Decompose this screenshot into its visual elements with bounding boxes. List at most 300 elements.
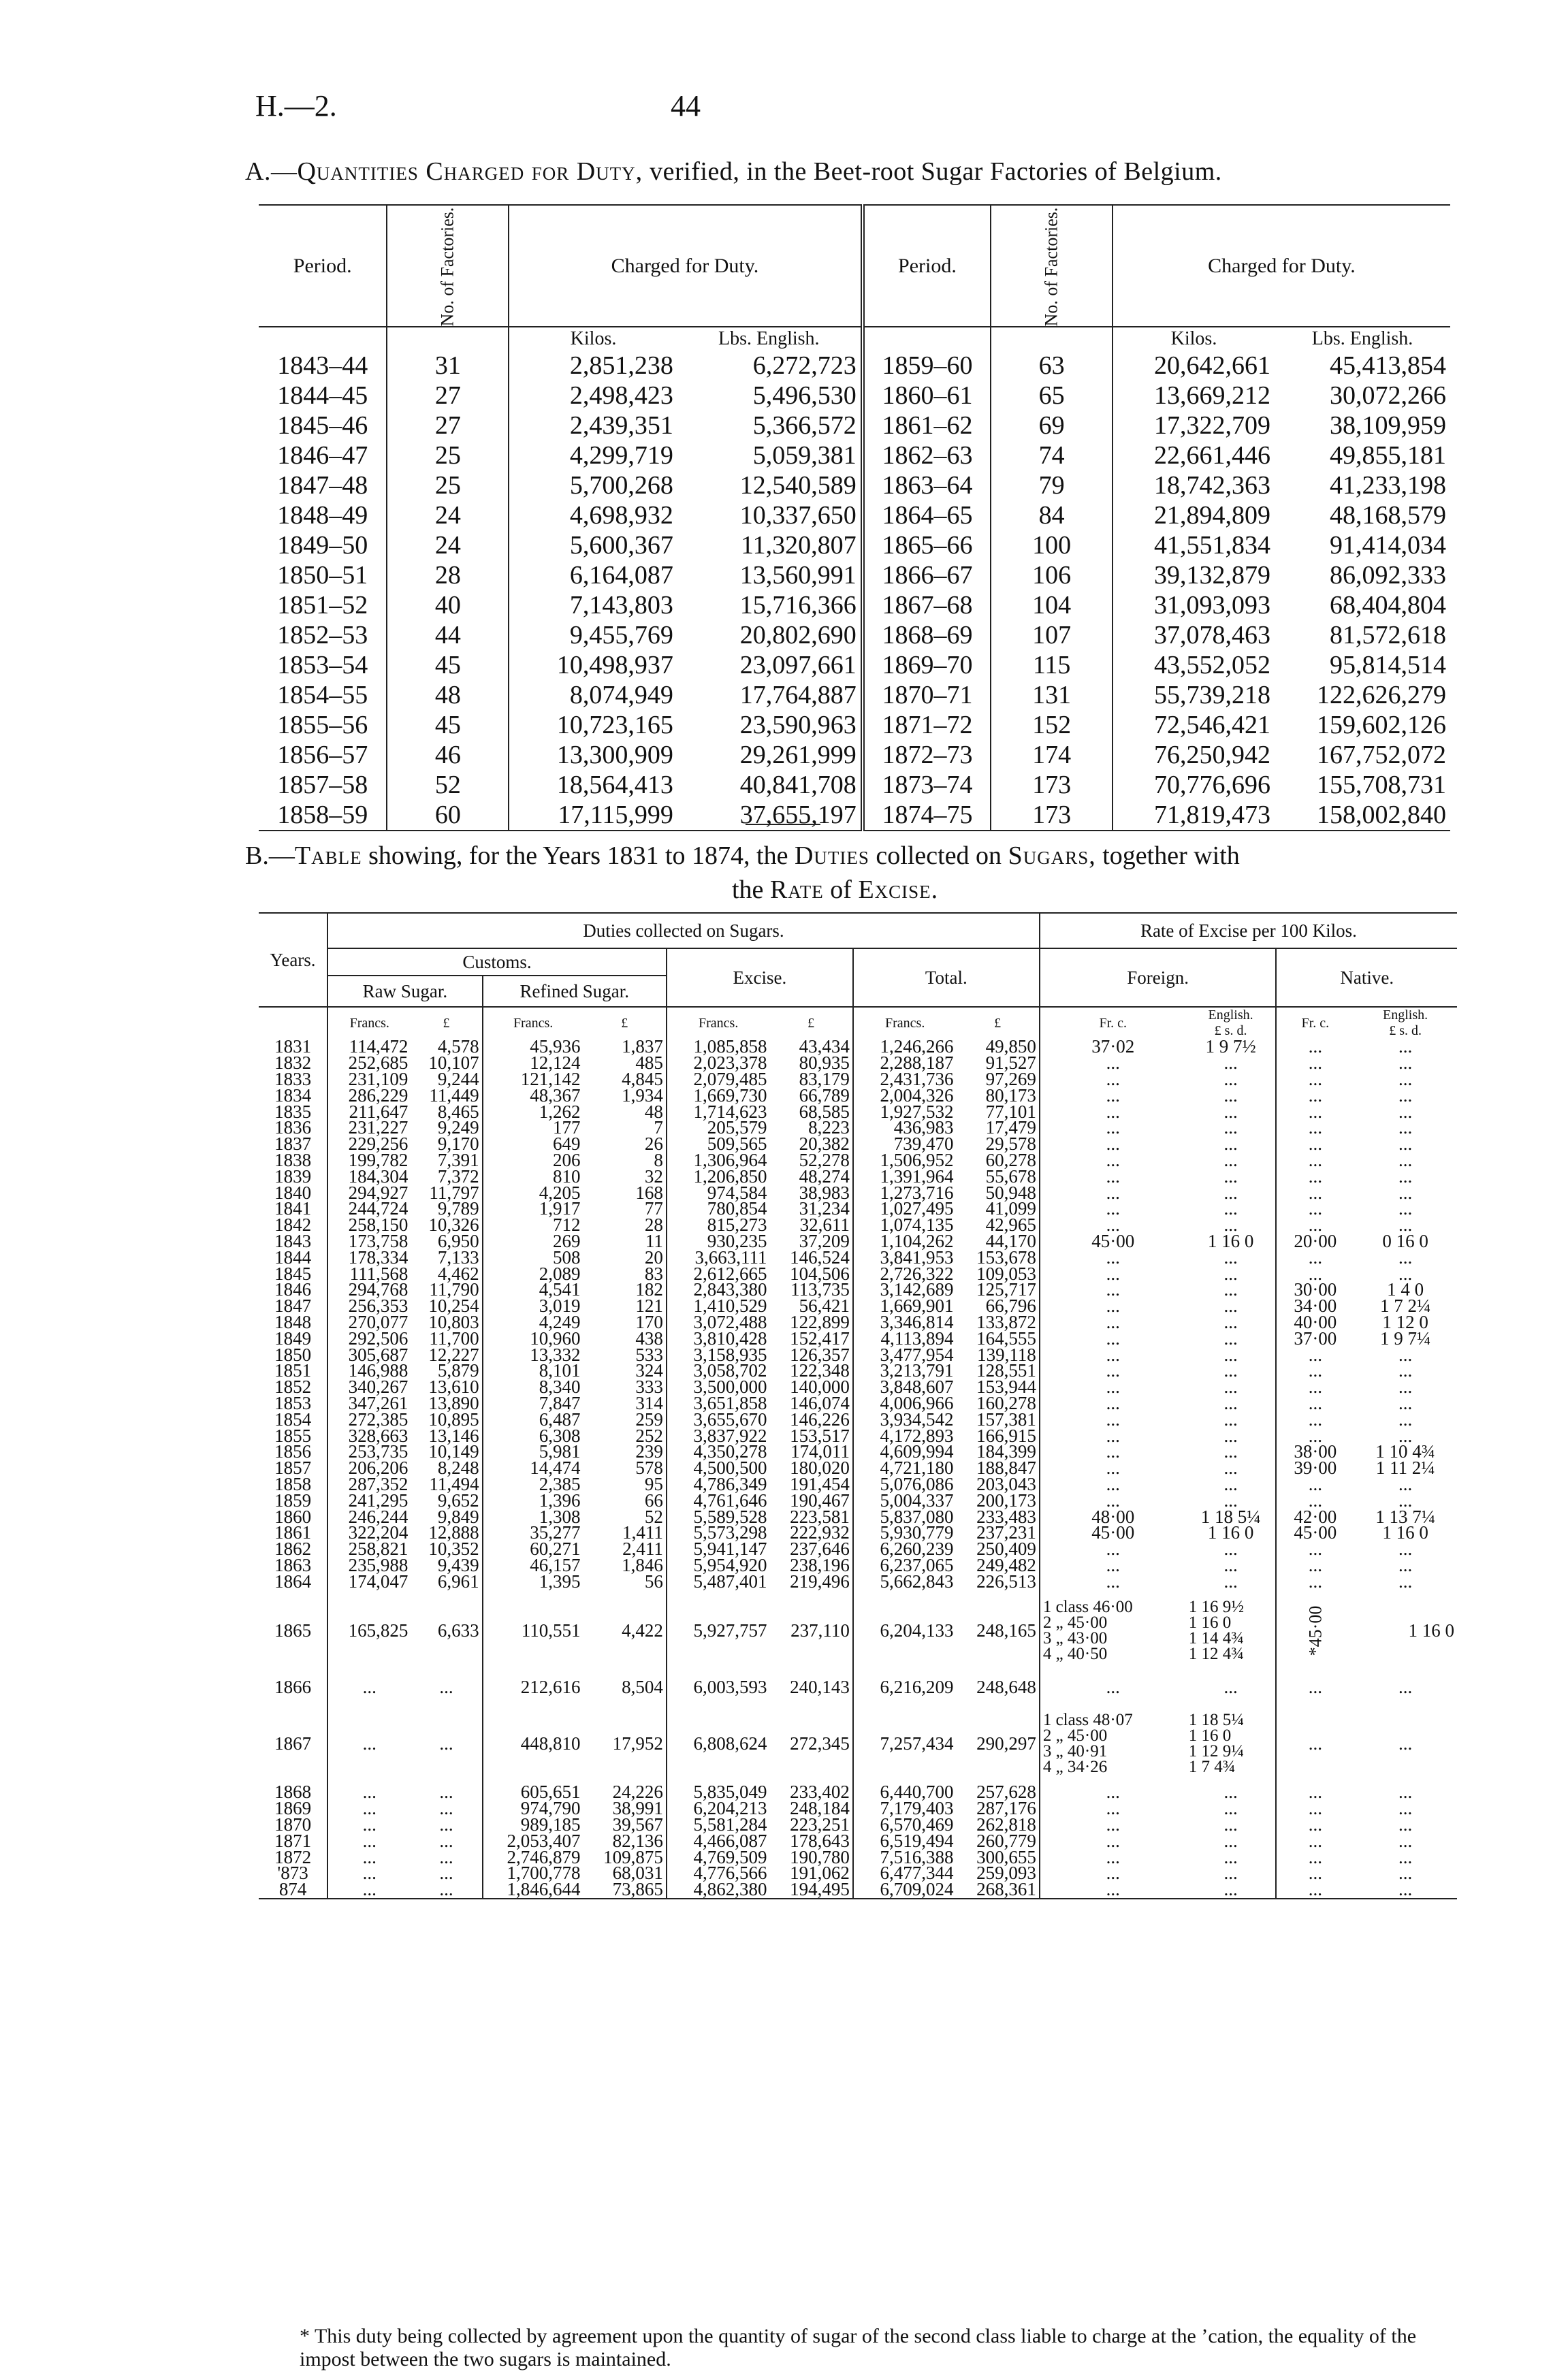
cell-foreign-english: ... bbox=[1223, 1846, 1238, 1867]
cell-factories: 40 bbox=[387, 590, 509, 620]
cell-total-francs: 1,027,495 bbox=[853, 1201, 957, 1217]
cell-native-english: ... bbox=[1398, 1036, 1413, 1057]
cell-refined-pounds: 2,411 bbox=[622, 1539, 663, 1560]
cell-year: 1857 bbox=[274, 1458, 312, 1479]
col-total: Total. bbox=[853, 948, 1040, 1007]
cell-excise-pounds: 223,251 bbox=[790, 1814, 850, 1835]
cell-native-frc: ... bbox=[1276, 1784, 1354, 1801]
cell-native-frc: ... bbox=[1276, 1185, 1354, 1201]
cell-refined-pounds: 259 bbox=[635, 1409, 663, 1430]
cell-excise-pounds: 122,348 bbox=[790, 1360, 850, 1381]
cell-refined-pounds: 83 bbox=[644, 1263, 663, 1284]
cell-kilos: 5,700,268 bbox=[509, 470, 677, 500]
cell-excise-pounds: 146,226 bbox=[790, 1409, 850, 1430]
cell-refined-pounds: 7 bbox=[654, 1117, 663, 1138]
cell-foreign-english: ... bbox=[1223, 1830, 1238, 1851]
cell-raw-pounds: 10,326 bbox=[428, 1215, 479, 1236]
cell-excise-francs: 3,651,858 bbox=[667, 1396, 770, 1412]
cell-refined-pounds: 73,865 bbox=[583, 1882, 667, 1899]
cell-native-english: ... bbox=[1398, 1782, 1413, 1803]
cell-raw-francs: 246,244 bbox=[327, 1509, 411, 1525]
cell-foreign-english: ... bbox=[1223, 1490, 1238, 1511]
cell-year: 1859 bbox=[274, 1490, 312, 1511]
cell-excise-pounds: 180,020 bbox=[790, 1458, 850, 1479]
cell-lbs: 40,841,708 bbox=[739, 771, 857, 799]
cell-native-frc: ... bbox=[1276, 1541, 1354, 1558]
cell-raw-pounds: 9,849 bbox=[437, 1506, 479, 1527]
cell-native-english: ... bbox=[1398, 1133, 1413, 1155]
cell-refined-pounds: 1,846 bbox=[622, 1554, 663, 1575]
cell-excise-pounds: 126,357 bbox=[790, 1344, 850, 1365]
cell-refined-pounds: 182 bbox=[635, 1279, 663, 1300]
cell-lbs: 95,814,514 bbox=[1330, 651, 1446, 679]
cell-kilos: 72,546,421 bbox=[1113, 710, 1275, 740]
cell-foreign-english: ... bbox=[1223, 1068, 1238, 1089]
cell-raw-pounds: 11,449 bbox=[429, 1084, 479, 1106]
cell-excise-francs: 5,589,528 bbox=[667, 1509, 770, 1525]
cell-total-francs: 4,172,893 bbox=[853, 1428, 957, 1444]
cell-lbs: 30,072,266 bbox=[1330, 381, 1446, 410]
cell-total-francs: 4,113,894 bbox=[853, 1330, 957, 1347]
cell-excise-pounds: 233,402 bbox=[790, 1782, 850, 1803]
cell-refined-francs: 1,917 bbox=[483, 1201, 583, 1217]
cell-period: 1870–71 bbox=[863, 680, 991, 710]
cell-period: 1846–47 bbox=[277, 441, 368, 470]
cell-factories: 60 bbox=[387, 800, 509, 831]
cell-kilos: 76,250,942 bbox=[1113, 740, 1275, 770]
cell-year: 1843 bbox=[274, 1230, 312, 1251]
cell-foreign-english: ... bbox=[1223, 1165, 1238, 1187]
table-row: 1866 ... ... 212,616 8,504 6,003,593 240,143 6,216,209 248,648 ... ... ... ... bbox=[259, 1671, 1457, 1703]
cell-factories: 84 bbox=[991, 500, 1113, 530]
cell-factories: 65 bbox=[991, 381, 1113, 411]
cell-raw-pounds: 11,790 bbox=[429, 1279, 479, 1300]
cell-refined-francs: 8,101 bbox=[483, 1363, 583, 1379]
cell-excise-francs: 815,273 bbox=[667, 1217, 770, 1234]
cell-native-english: ... bbox=[1398, 1247, 1413, 1268]
cell-refined-francs: 508 bbox=[483, 1249, 583, 1266]
cell-excise-francs: 3,072,488 bbox=[667, 1315, 770, 1331]
cell-excise-francs: 5,581,284 bbox=[667, 1817, 770, 1833]
cell-refined-pounds: 109,875 bbox=[603, 1846, 663, 1867]
cell-factories: 46 bbox=[387, 740, 509, 770]
cell-raw-pounds: 8,465 bbox=[437, 1101, 479, 1122]
cell-foreign-frc: ... bbox=[1040, 1573, 1186, 1590]
cell-native-english: ... bbox=[1398, 1377, 1413, 1398]
cell-native-english: ... bbox=[1398, 1539, 1413, 1560]
cell-lbs: 41,233,198 bbox=[1330, 471, 1446, 500]
cell-native-english: ... bbox=[1398, 1149, 1413, 1170]
cell-native-frc: ... bbox=[1276, 1120, 1354, 1136]
cell-year: 1835 bbox=[274, 1101, 312, 1122]
cell-refined-francs: 206 bbox=[483, 1153, 583, 1169]
cell-year: 1839 bbox=[274, 1165, 312, 1187]
cell-total-pounds: 29,578 bbox=[985, 1133, 1036, 1155]
cell-total-pounds: 60,278 bbox=[985, 1149, 1036, 1170]
cell-total-francs: 6,237,065 bbox=[853, 1558, 957, 1574]
cell-raw-pounds: 4,578 bbox=[437, 1036, 479, 1057]
cell-lbs: 167,752,072 bbox=[1317, 741, 1446, 769]
cell-kilos: 10,723,165 bbox=[509, 710, 677, 740]
cell-total-francs: 4,006,966 bbox=[853, 1396, 957, 1412]
cell-total-francs: 2,004,326 bbox=[853, 1087, 957, 1104]
cell-total-francs: 3,346,814 bbox=[853, 1315, 957, 1331]
cell-year: 1872 bbox=[274, 1846, 312, 1867]
cell-total-francs: 6,477,344 bbox=[853, 1865, 957, 1882]
cell-native-english: 1 10 4¾ bbox=[1375, 1441, 1435, 1462]
unit-pound: £ bbox=[443, 1015, 450, 1031]
cell-foreign-frc: ... bbox=[1040, 1298, 1186, 1315]
cell-kilos: 43,552,052 bbox=[1113, 650, 1275, 680]
cell-refined-pounds: 56 bbox=[644, 1571, 663, 1592]
cell-excise-francs: 3,810,428 bbox=[667, 1330, 770, 1347]
cell-native-english: ... bbox=[1398, 1846, 1413, 1867]
cell-period: 1874–75 bbox=[863, 800, 991, 831]
cell-refined-francs: 649 bbox=[483, 1136, 583, 1153]
cell-total-francs: 6,260,239 bbox=[853, 1541, 957, 1558]
cell-refined-francs: 1,262 bbox=[483, 1104, 583, 1120]
cell-native-english: ... bbox=[1398, 1360, 1413, 1381]
cell-native-frc: 20·00 bbox=[1276, 1234, 1354, 1250]
cell-native-english: ... bbox=[1398, 1215, 1413, 1236]
cell-native-frc: ... bbox=[1276, 1087, 1354, 1104]
cell-foreign-english: ... bbox=[1223, 1117, 1238, 1138]
cell-total-pounds: 164,555 bbox=[976, 1328, 1036, 1349]
cell-total-pounds: 49,850 bbox=[985, 1036, 1036, 1057]
cell-native-frc: ... bbox=[1276, 1573, 1354, 1590]
cell-foreign-english: ... bbox=[1223, 1149, 1238, 1170]
cell-year: 1844 bbox=[274, 1247, 312, 1268]
cell-total-francs: 6,440,700 bbox=[853, 1784, 957, 1801]
cell-refined-pounds: 95 bbox=[644, 1473, 663, 1494]
cell-native-english: ... bbox=[1398, 1409, 1413, 1430]
cell-excise-pounds: 52,278 bbox=[799, 1149, 850, 1170]
cell-foreign-frc: ... bbox=[1040, 1396, 1186, 1412]
cell-excise-francs: 4,350,278 bbox=[667, 1444, 770, 1460]
cell-excise-pounds: 56,421 bbox=[799, 1296, 850, 1317]
cell-foreign-frc: 37·02 bbox=[1040, 1039, 1186, 1055]
cell-foreign-frc: ... bbox=[1040, 1201, 1186, 1217]
cell-period: 1854–55 bbox=[277, 681, 368, 709]
cell-foreign-english: ... bbox=[1223, 1198, 1238, 1219]
cell-native-english: ... bbox=[1398, 1101, 1413, 1122]
cell-refined-pounds: 314 bbox=[635, 1392, 663, 1413]
table-row bbox=[259, 770, 1450, 800]
cell-native-frc: ... bbox=[1276, 1363, 1354, 1379]
col-raw-sugar: Raw Sugar. bbox=[327, 976, 483, 1007]
cell-lbs: 11,320,807 bbox=[741, 531, 857, 560]
cell-refined-pounds: 24,226 bbox=[612, 1782, 663, 1803]
cell-foreign-english: ... bbox=[1223, 1392, 1238, 1413]
cell-kilos: 4,299,719 bbox=[509, 440, 677, 470]
cell-excise-francs: 2,023,378 bbox=[667, 1055, 770, 1072]
cell-foreign-frc: ... bbox=[1040, 1865, 1186, 1882]
cell-foreign-frc: ... bbox=[1040, 1072, 1186, 1088]
cell-excise-francs: 205,579 bbox=[667, 1120, 770, 1136]
cell-excise-pounds: 140,000 bbox=[790, 1377, 850, 1398]
cell-year: 1842 bbox=[274, 1215, 312, 1236]
cell-excise-pounds: 194,495 bbox=[770, 1882, 853, 1899]
cell-refined-pounds: 32 bbox=[644, 1165, 663, 1187]
cell-excise-francs: 5,941,147 bbox=[667, 1541, 770, 1558]
col-factories-2: No. of Factories. bbox=[991, 205, 1113, 327]
excise-classes-1867: 1 class 48·07 2 „ 45·00 3 „ 40·91 4 „ 34·26 bbox=[1040, 1703, 1186, 1784]
unit-kilos: Kilos. bbox=[509, 327, 677, 351]
cell-total-pounds: 287,176 bbox=[976, 1798, 1036, 1819]
cell-year: 874 bbox=[259, 1882, 327, 1899]
cell-period: 1853–54 bbox=[277, 651, 368, 679]
cell-refined-pounds: 252 bbox=[635, 1425, 663, 1446]
cell-kilos: 13,300,909 bbox=[509, 740, 677, 770]
cell-raw-francs: 286,229 bbox=[327, 1087, 411, 1104]
cell-refined-pounds: 1,411 bbox=[622, 1522, 663, 1543]
cell-excise-francs: 4,862,380 bbox=[667, 1882, 770, 1899]
cell-raw-pounds: ... bbox=[411, 1882, 482, 1899]
section-divider bbox=[746, 824, 820, 825]
cell-excise-pounds: 146,074 bbox=[790, 1392, 850, 1413]
cell-raw-pounds: 9,170 bbox=[437, 1133, 479, 1155]
cell-total-francs: 5,004,337 bbox=[853, 1492, 957, 1509]
cell-kilos: 18,564,413 bbox=[509, 770, 677, 800]
cell-foreign-frc: 45·00 bbox=[1040, 1525, 1186, 1541]
cell-native-english: 1 16 0 bbox=[1382, 1522, 1428, 1543]
english-rates-1865: 1 16 9½ 1 16 0 1 14 4¾ 1 12 4¾ bbox=[1188, 1598, 1244, 1664]
cell-raw-francs: 235,988 bbox=[327, 1558, 411, 1574]
cell-total-francs: 3,213,791 bbox=[853, 1363, 957, 1379]
cell-lbs: 155,708,731 bbox=[1317, 771, 1446, 799]
cell-excise-francs: 4,466,087 bbox=[667, 1833, 770, 1849]
cell-raw-pounds: 10,352 bbox=[428, 1539, 479, 1560]
cell-total-pounds: 233,483 bbox=[976, 1506, 1036, 1527]
cell-factories: 25 bbox=[387, 440, 509, 470]
cell-kilos: 70,776,696 bbox=[1113, 770, 1275, 800]
cell-native-english: ... bbox=[1398, 1084, 1413, 1106]
cell-refined-francs: 4,249 bbox=[483, 1315, 583, 1331]
cell-year: 1855 bbox=[274, 1425, 312, 1446]
cell-raw-francs: 244,724 bbox=[327, 1201, 411, 1217]
cell-refined-francs: 121,142 bbox=[483, 1072, 583, 1088]
unit-pound: £ bbox=[621, 1015, 628, 1031]
cell-period: 1872–73 bbox=[863, 740, 991, 770]
table-row: 1865 165,825 6,633 110,551 4,422 5,927,757 237,110 6,204,133 248,165 1 class 46·00 2 „ 45·00 3 „ 43·00 4 „ 40·50 1 16 9½ 1 16 0 1 14 4¾ 1 12 4¾ *45·00 1 16 0 bbox=[259, 1590, 1457, 1671]
cell-raw-pounds: 9,789 bbox=[437, 1198, 479, 1219]
cell-refined-francs: 1,308 bbox=[483, 1509, 583, 1525]
cell-total-francs: 1,927,532 bbox=[853, 1104, 957, 1120]
cell-raw-francs: 305,687 bbox=[327, 1347, 411, 1363]
cell-foreign-frc: ... bbox=[1040, 1266, 1186, 1282]
cell-excise-francs: 4,786,349 bbox=[667, 1477, 770, 1493]
cell-native-frc: ... bbox=[1276, 1379, 1354, 1396]
cell-total-pounds: 50,948 bbox=[985, 1182, 1036, 1203]
cell-excise-francs: 974,584 bbox=[667, 1185, 770, 1201]
cell-refined-pounds: 38,991 bbox=[612, 1798, 663, 1819]
cell-excise-pounds: 191,454 bbox=[790, 1473, 850, 1494]
cell-total-francs: 3,142,689 bbox=[853, 1282, 957, 1298]
cell-kilos: 31,093,093 bbox=[1113, 590, 1275, 620]
cell-native-english: 1 13 7¼ bbox=[1375, 1506, 1435, 1527]
table-b bbox=[259, 912, 1457, 1899]
cell-total-pounds: 41,099 bbox=[985, 1198, 1036, 1219]
cell-foreign-frc: ... bbox=[1040, 1784, 1186, 1801]
cell-total-francs: 1,669,901 bbox=[853, 1298, 957, 1315]
cell-total-pounds: 257,628 bbox=[976, 1782, 1036, 1803]
cell-raw-pounds: ... bbox=[439, 1782, 453, 1803]
cell-refined-francs: 7,847 bbox=[483, 1396, 583, 1412]
cell-factories: 45 bbox=[387, 710, 509, 740]
cell-kilos: 55,739,218 bbox=[1113, 680, 1275, 710]
cell-excise-francs: 5,954,920 bbox=[667, 1558, 770, 1574]
cell-refined-pounds: 68,031 bbox=[612, 1863, 663, 1884]
table-row bbox=[259, 740, 1450, 770]
cell-excise-pounds: 191,062 bbox=[790, 1863, 850, 1884]
cell-native-english: ... bbox=[1398, 1425, 1413, 1446]
cell-total-francs: 739,470 bbox=[853, 1136, 957, 1153]
cell-raw-francs: 178,334 bbox=[327, 1249, 411, 1266]
cell-foreign-english: ... bbox=[1223, 1101, 1238, 1122]
cell-period: 1873–74 bbox=[863, 770, 991, 800]
cell-refined-pounds: 121 bbox=[635, 1296, 663, 1317]
cell-foreign-english: ... bbox=[1223, 1409, 1238, 1430]
col-native: Native. bbox=[1276, 948, 1457, 1007]
cell-year: 1861 bbox=[274, 1522, 312, 1543]
cell-native-frc: 34·00 bbox=[1276, 1298, 1354, 1315]
cell-kilos: 37,078,463 bbox=[1113, 620, 1275, 650]
cell-raw-pounds: 12,888 bbox=[428, 1522, 479, 1543]
table-row bbox=[259, 1882, 1457, 1899]
cell-total-pounds: 80,173 bbox=[985, 1084, 1036, 1106]
cell-native-frc: ... bbox=[1276, 1558, 1354, 1574]
cell-refined-pounds: 578 bbox=[635, 1458, 663, 1479]
cell-kilos: 9,455,769 bbox=[509, 620, 677, 650]
cell-foreign-frc: ... bbox=[1040, 1379, 1186, 1396]
table-row bbox=[259, 530, 1450, 560]
cell-factories: 27 bbox=[387, 411, 509, 440]
cell-foreign-english: ... bbox=[1223, 1133, 1238, 1155]
table-row bbox=[259, 470, 1450, 500]
cell-foreign-english: ... bbox=[1223, 1360, 1238, 1381]
unit-francs: Francs. bbox=[853, 1007, 957, 1039]
unit-fr-c: Fr. c. bbox=[1276, 1007, 1354, 1039]
cell-refined-pounds: 20 bbox=[644, 1247, 663, 1268]
table-row bbox=[259, 650, 1450, 680]
cell-foreign-english: ... bbox=[1223, 1458, 1238, 1479]
cell-factories: 104 bbox=[991, 590, 1113, 620]
cell-total-pounds: 97,269 bbox=[985, 1068, 1036, 1089]
cell-excise-pounds: 190,780 bbox=[790, 1846, 850, 1867]
cell-foreign-frc: ... bbox=[1040, 1347, 1186, 1363]
cell-refined-pounds: 170 bbox=[635, 1311, 663, 1332]
cell-native-english: ... bbox=[1398, 1554, 1413, 1575]
cell-excise-francs: 509,565 bbox=[667, 1136, 770, 1153]
cell-foreign-frc: ... bbox=[1040, 1120, 1186, 1136]
cell-lbs: 81,572,618 bbox=[1330, 621, 1446, 649]
cell-foreign-frc: ... bbox=[1040, 1055, 1186, 1072]
cell-excise-francs: 930,235 bbox=[667, 1234, 770, 1250]
cell-excise-francs: 1,306,964 bbox=[667, 1153, 770, 1169]
cell-native-frc: ... bbox=[1276, 1266, 1354, 1282]
table-row bbox=[259, 351, 1450, 381]
cell-refined-francs: 60,271 bbox=[483, 1541, 583, 1558]
cell-foreign-frc: ... bbox=[1040, 1282, 1186, 1298]
cell-raw-francs: 258,821 bbox=[327, 1541, 411, 1558]
cell-total-pounds: 139,118 bbox=[977, 1344, 1036, 1365]
cell-native-frc: 45·00 bbox=[1276, 1525, 1354, 1541]
cell-foreign-frc: ... bbox=[1040, 1833, 1186, 1849]
unit-lbs: Lbs. English. bbox=[718, 328, 820, 349]
cell-foreign-frc: ... bbox=[1040, 1330, 1186, 1347]
cell-raw-pounds: ... bbox=[439, 1798, 453, 1819]
cell-excise-pounds: 248,184 bbox=[790, 1798, 850, 1819]
cell-raw-pounds: ... bbox=[439, 1814, 453, 1835]
cell-period: 1856–57 bbox=[277, 741, 368, 769]
cell-raw-francs: 252,685 bbox=[327, 1055, 411, 1072]
cell-year: 1833 bbox=[274, 1068, 312, 1089]
col-customs: Customs. bbox=[327, 948, 667, 976]
cell-year: 1841 bbox=[274, 1198, 312, 1219]
cell-total-pounds: 157,381 bbox=[976, 1409, 1036, 1430]
cell-factories: 74 bbox=[991, 440, 1113, 470]
cell-lbs: 17,764,887 bbox=[739, 681, 857, 709]
cell-raw-francs: 199,782 bbox=[327, 1153, 411, 1169]
cell-factories: 27 bbox=[387, 381, 509, 411]
cell-period: 1859–60 bbox=[863, 351, 991, 381]
cell-native-english: 1 9 7¼ bbox=[1379, 1328, 1431, 1349]
cell-lbs: 23,097,661 bbox=[739, 651, 857, 679]
cell-raw-pounds: 10,254 bbox=[428, 1296, 479, 1317]
table-a-title: A.—Quantities Charged for Duty, verified, in the Beet-root Sugar Factories of Belgium. bbox=[245, 157, 1222, 186]
cell-foreign-english: ... bbox=[1223, 1425, 1238, 1446]
cell-total-pounds: 153,944 bbox=[976, 1377, 1036, 1398]
cell-excise-francs: 1,206,850 bbox=[667, 1168, 770, 1185]
cell-refined-pounds: 8 bbox=[654, 1149, 663, 1170]
cell-raw-pounds: 13,890 bbox=[428, 1392, 479, 1413]
cell-period: 1868–69 bbox=[863, 620, 991, 650]
cell-native-english: ... bbox=[1398, 1052, 1413, 1074]
cell-total-pounds: 55,678 bbox=[985, 1165, 1036, 1187]
cell-native-frc: ... bbox=[1276, 1865, 1354, 1882]
cell-excise-francs: 3,837,922 bbox=[667, 1428, 770, 1444]
cell-period: 1864–65 bbox=[863, 500, 991, 530]
cell-foreign-english: ... bbox=[1223, 1798, 1238, 1819]
cell-refined-pounds: 168 bbox=[635, 1182, 663, 1203]
cell-total-pounds: 300,655 bbox=[976, 1846, 1036, 1867]
cell-total-pounds: 203,043 bbox=[976, 1473, 1036, 1494]
cell-excise-francs: 5,573,298 bbox=[667, 1525, 770, 1541]
cell-period: 1867–68 bbox=[863, 590, 991, 620]
cell-period: 1843–44 bbox=[277, 351, 368, 380]
cell-excise-pounds: 152,417 bbox=[790, 1328, 850, 1349]
cell-total-francs: 5,076,086 bbox=[853, 1477, 957, 1493]
cell-foreign-frc: ... bbox=[1040, 1104, 1186, 1120]
cell-total-francs: 1,246,266 bbox=[853, 1039, 957, 1055]
cell-total-pounds: 160,278 bbox=[976, 1392, 1036, 1413]
cell-foreign-english: ... bbox=[1223, 1441, 1238, 1462]
cell-raw-francs: 294,927 bbox=[327, 1185, 411, 1201]
cell-foreign-frc: ... bbox=[1040, 1444, 1186, 1460]
cell-native-frc: ... bbox=[1276, 1411, 1354, 1428]
unit-english: English. £ s. d. bbox=[1208, 1008, 1253, 1038]
cell-factories: 69 bbox=[991, 411, 1113, 440]
cell-raw-francs: 231,109 bbox=[327, 1072, 411, 1088]
cell-factories: 107 bbox=[991, 620, 1113, 650]
cell-foreign-english: ... bbox=[1223, 1539, 1238, 1560]
cell-total-pounds: 166,915 bbox=[976, 1425, 1036, 1446]
cell-kilos: 5,600,367 bbox=[509, 530, 677, 560]
cell-total-pounds: 184,399 bbox=[976, 1441, 1036, 1462]
cell-excise-francs: 2,612,665 bbox=[667, 1266, 770, 1282]
cell-native-frc: ... bbox=[1276, 1201, 1354, 1217]
cell-period: 1845–46 bbox=[277, 411, 368, 440]
